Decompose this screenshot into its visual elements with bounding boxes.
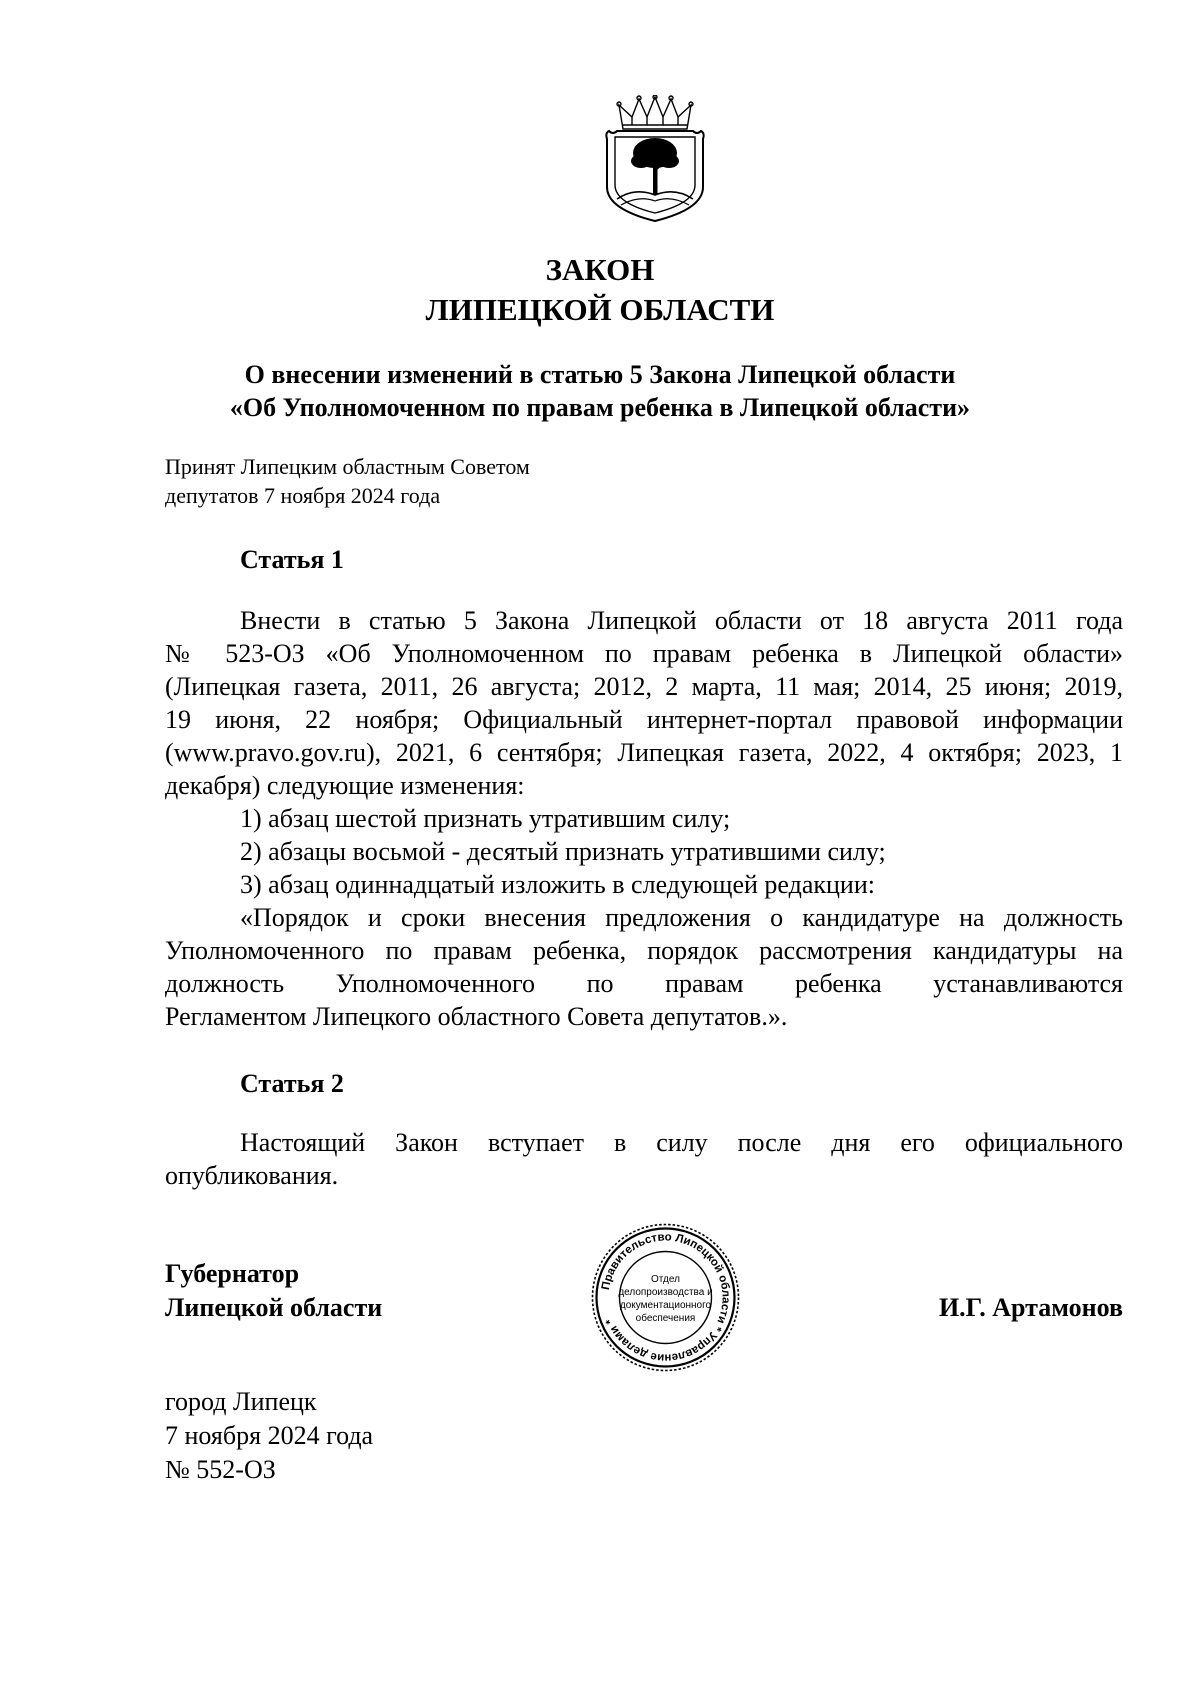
adoption-note-line-1: Принят Липецким областным Советом	[165, 454, 530, 479]
article-2-body	[165, 1126, 1123, 1192]
quoted-text-line: Уполномоченного по правам ребенка, порядок рассмотрения кандидатуры на	[165, 936, 1123, 965]
amendment-item-1: 1) абзац шестой признать утратившим силу;	[240, 804, 731, 833]
article-1-line: № 523-ОЗ «Об Уполномоченном по правам ребенка в Липецкой области»	[165, 639, 1123, 668]
quoted-text-line: должность Уполномоченного по правам ребенка устанавливаются	[165, 969, 1123, 998]
law-subtitle-line-2: «Об Уполномоченном по правам ребенка в Липецкой области»	[229, 393, 971, 422]
footer-date: 7 ноября 2024 года	[165, 1421, 374, 1450]
footer-law-number: № 552-ОЗ	[165, 1455, 276, 1484]
coat-of-arms-icon	[599, 95, 711, 223]
article-2-heading: Статья 2	[240, 1069, 344, 1098]
article-1-line: (www.pravo.gov.ru), 2021, 6 сентября; Липецкая газета, 2022, 4 октября; 2023, 1	[165, 738, 1123, 767]
amendment-item-2: 2) абзацы восьмой - десятый признать утратившими силу;	[240, 837, 886, 866]
article-2-line: Настоящий Закон вступает в силу после дня его официального	[240, 1128, 1123, 1157]
signer-name: И.Г. Артамонов	[938, 1293, 1123, 1322]
article-1-heading: Статья 1	[240, 545, 344, 574]
signer-position-line-1: Губернатор	[165, 1259, 300, 1288]
quoted-text-line: Регламентом Липецкого областного Совета депутатов.».	[165, 1002, 788, 1031]
law-title-line-1: ЗАКОН	[545, 252, 655, 287]
quoted-text-line: «Порядок и сроки внесения предложения о кандидатуре на должность	[240, 903, 1123, 932]
article-1-line: (Липецкая газета, 2011, 26 августа; 2012, 2 марта, 11 мая; 2014, 25 июня; 2019,	[165, 672, 1123, 701]
seal-inner-line: обеспечения	[635, 1313, 696, 1324]
law-subtitle-line-1: О внесении изменений в статью 5 Закона Липецкой области	[244, 360, 956, 389]
article-1-line: декабря) следующие изменения:	[165, 771, 525, 800]
article-2-line: опубликования.	[165, 1161, 339, 1190]
article-1-line: 19 июня, 22 ноября; Официальный интернет-портал правовой информации	[165, 705, 1123, 734]
coat-of-arms-emblem	[599, 95, 711, 223]
seal-inner-line: Отдел	[651, 1274, 680, 1285]
seal-outer-text: Правительство Липецкой области * Управление делами *	[599, 1231, 732, 1364]
amendment-item-3: 3) абзац одиннадцатый изложить в следующей редакции:	[240, 870, 875, 899]
adoption-note-line-2: депутатов 7 ноября 2024 года	[165, 483, 441, 508]
official-seal	[590, 1222, 741, 1373]
article-1-body	[165, 604, 1123, 1033]
article-1-line: Внести в статью 5 Закона Липецкой области от 18 августа 2011 года	[240, 606, 1123, 635]
footer-city: город Липецк	[165, 1387, 317, 1416]
signer-position-line-2: Липецкой области	[165, 1293, 383, 1322]
seal-stamp-icon	[590, 1222, 741, 1373]
seal-inner-line: делопроизводства и	[618, 1287, 713, 1298]
law-title-line-2: ЛИПЕЦКОЙ ОБЛАСТИ	[425, 292, 775, 327]
seal-inner-line: документационного	[619, 1300, 712, 1311]
